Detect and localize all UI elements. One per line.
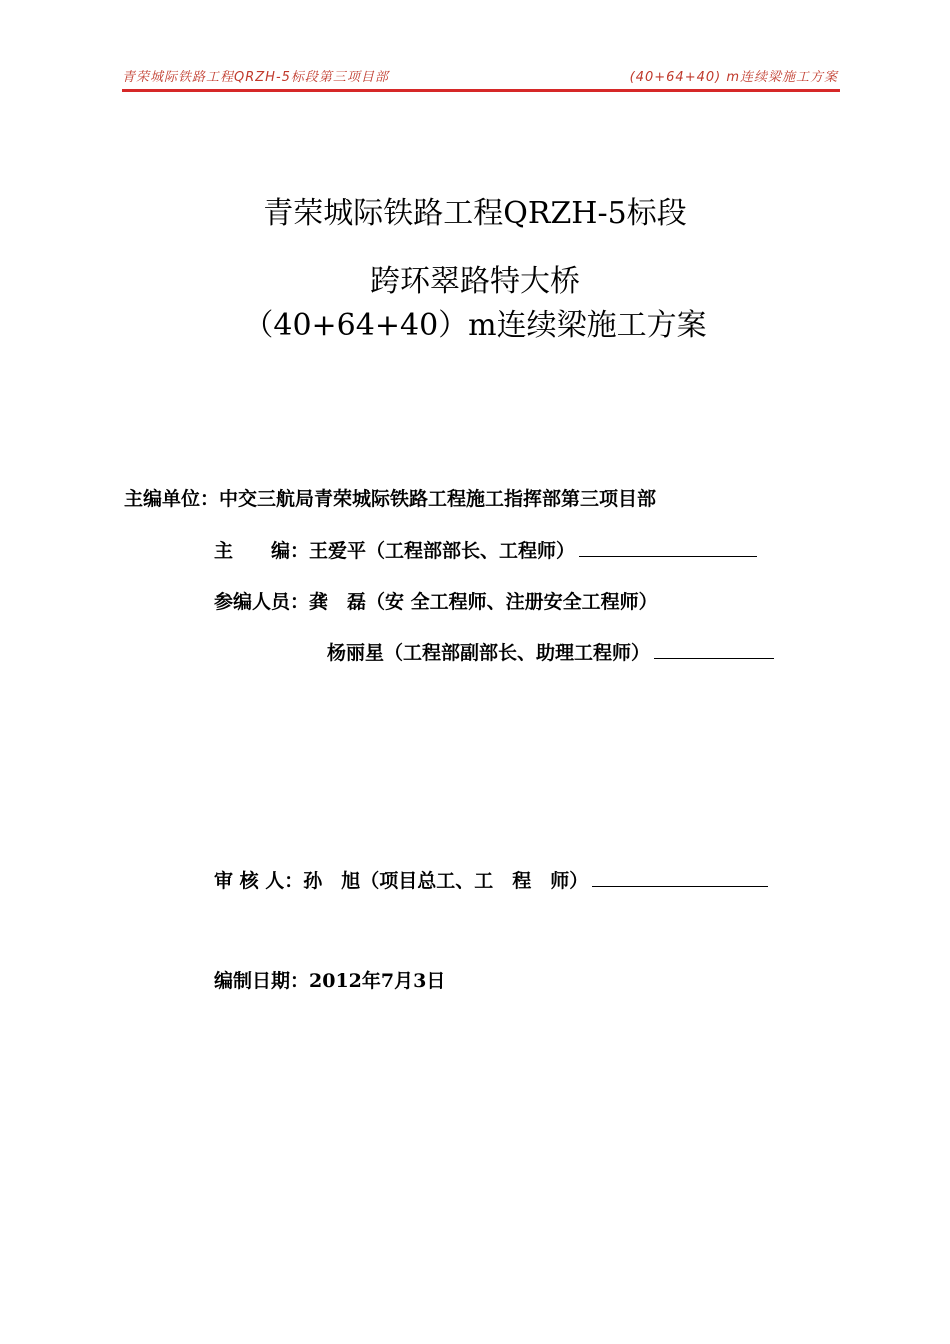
reviewer-row <box>214 866 768 893</box>
page-header <box>118 64 838 86</box>
participant-2: 杨丽星（工程部副部长、助理工程师） <box>327 642 651 664</box>
chief-editor-label: 主 编： <box>214 540 310 562</box>
participants-label: 参编人员： <box>214 591 310 613</box>
participant-1: 龚 磊（安 全工程师、注册安全工程师） <box>309 591 658 613</box>
date-row <box>214 966 445 993</box>
editing-unit-label: 主编单位： <box>124 488 220 510</box>
participant-2-signature-line <box>654 640 774 659</box>
reviewer-label: 审 核 人： <box>214 870 304 892</box>
document-title-line-2: 跨环翠路特大桥 <box>370 264 580 299</box>
editing-unit-row <box>124 484 656 511</box>
chief-editor-row <box>214 536 757 563</box>
chief-editor-signature-line <box>579 538 757 557</box>
header-right-text: (40+64+40) m连续梁施工方案 <box>629 70 838 85</box>
header-divider <box>122 89 840 92</box>
header-left-text: 青荣城际铁路工程QRZH-5标段第三项目部 <box>122 70 389 85</box>
date-label: 编制日期： <box>214 970 310 992</box>
date-value: 2012年7月3日 <box>309 970 446 992</box>
participant-2-row <box>327 638 774 665</box>
participants-row <box>214 587 658 614</box>
chief-editor-value: 王爱平（工程部部长、工程师） <box>309 540 576 562</box>
reviewer-value: 孙 旭（项目总工、工 程 师） <box>303 870 589 892</box>
document-title-line-1: 青荣城际铁路工程QRZH-5标段 <box>263 196 687 231</box>
editing-unit-value: 中交三航局青荣城际铁路工程施工指挥部第三项目部 <box>219 488 657 510</box>
document-title-line-3: （40+64+40）m连续梁施工方案 <box>243 308 707 343</box>
reviewer-signature-line <box>592 868 768 887</box>
